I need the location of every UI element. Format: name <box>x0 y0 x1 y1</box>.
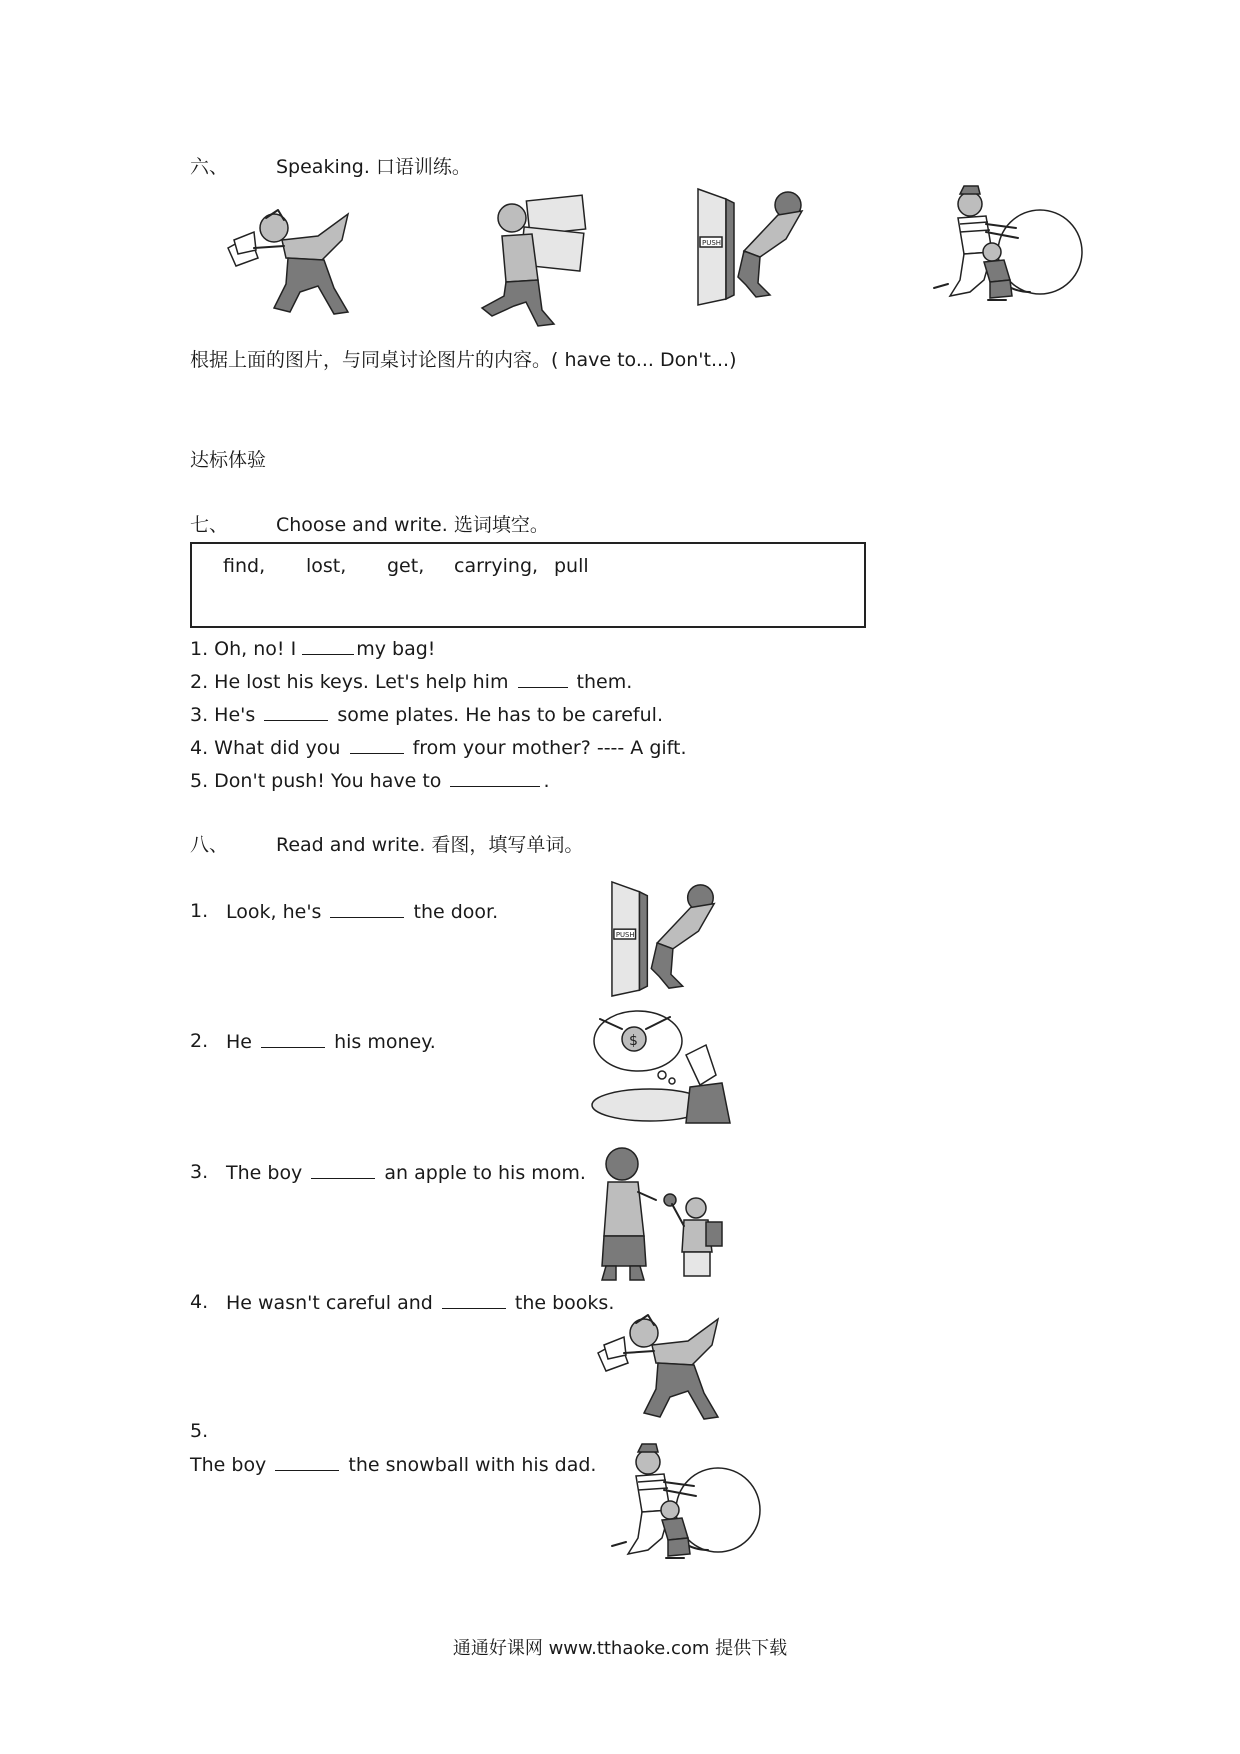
read-write-item-1: Look, he's the door. <box>226 901 499 923</box>
answer-blank[interactable] <box>350 735 404 754</box>
word-bank-box <box>190 542 866 628</box>
read-write-item-number: 4. <box>190 1291 209 1313</box>
man-pushing-door-image <box>602 880 734 998</box>
word-bank-word: get, <box>387 555 425 577</box>
question-2: 2. He lost his keys. Let's help him them. <box>190 671 633 693</box>
push-sign-text: PUSH <box>615 931 635 940</box>
word-bank-word: lost, <box>306 555 347 577</box>
read-write-item-number: 3. <box>190 1161 209 1183</box>
question-3: 3. He's some plates. He has to be careful. <box>190 704 663 726</box>
svg-text:$: $ <box>629 1033 638 1049</box>
question-1: 1. Oh, no! I my bag! <box>190 638 436 660</box>
read-write-item-3: The boy an apple to his mom. <box>226 1162 586 1184</box>
man-pushing-door-image <box>690 187 820 307</box>
read-write-item-5: The boy the snowball with his dad. <box>190 1454 597 1476</box>
answer-blank[interactable] <box>450 768 540 787</box>
word-bank-word: pull <box>554 555 589 577</box>
answer-blank[interactable] <box>275 1452 339 1471</box>
section7-number: 七、 <box>190 514 229 536</box>
question-5: 5. Don't push! You have to . <box>190 770 550 792</box>
push-sign-text: PUSH <box>702 239 722 247</box>
answer-blank[interactable] <box>261 1029 325 1048</box>
read-write-item-number: 1. <box>190 900 209 922</box>
section6-number: 六、 <box>190 156 229 178</box>
read-write-item-number: 2. <box>190 1030 209 1052</box>
boy-giving-apple-image <box>590 1140 730 1285</box>
section8-title: Read and write. 看图，填写单词。 <box>276 834 584 856</box>
section6-instruction: 根据上面的图片，与同桌讨论图片的内容。( have to... Don't...) <box>190 349 737 371</box>
practice-heading: 达标体验 <box>190 449 267 471</box>
answer-blank[interactable] <box>330 899 404 918</box>
answer-blank[interactable] <box>518 669 568 688</box>
section8-number: 八、 <box>190 834 229 856</box>
word-bank-word: find, <box>223 555 266 577</box>
man-dropping-papers-image <box>222 200 372 325</box>
page-footer: 通通好课网 www.tthaoke.com 提供下载 <box>452 1638 788 1659</box>
answer-blank[interactable] <box>311 1160 375 1179</box>
man-carrying-boxes-image <box>472 190 597 330</box>
answer-blank[interactable] <box>264 702 328 721</box>
boy-and-dad-snowball-image <box>920 180 1090 308</box>
read-write-item-4: He wasn't careful and the books. <box>226 1292 615 1314</box>
man-lost-money-image <box>590 1005 740 1125</box>
read-write-item-2: He his money. <box>226 1031 436 1053</box>
answer-blank[interactable] <box>302 636 354 655</box>
section6-title: Speaking. 口语训练。 <box>276 156 471 178</box>
question-4: 4. What did you from your mother? ---- A gift. <box>190 737 687 759</box>
read-write-item-number: 5. <box>190 1420 209 1442</box>
boy-and-dad-snowball-image <box>598 1438 768 1566</box>
man-dropping-papers-image <box>592 1305 742 1430</box>
answer-blank[interactable] <box>442 1290 506 1309</box>
section7-title: Choose and write. 选词填空。 <box>276 514 549 536</box>
word-bank-word: carrying, <box>454 555 539 577</box>
